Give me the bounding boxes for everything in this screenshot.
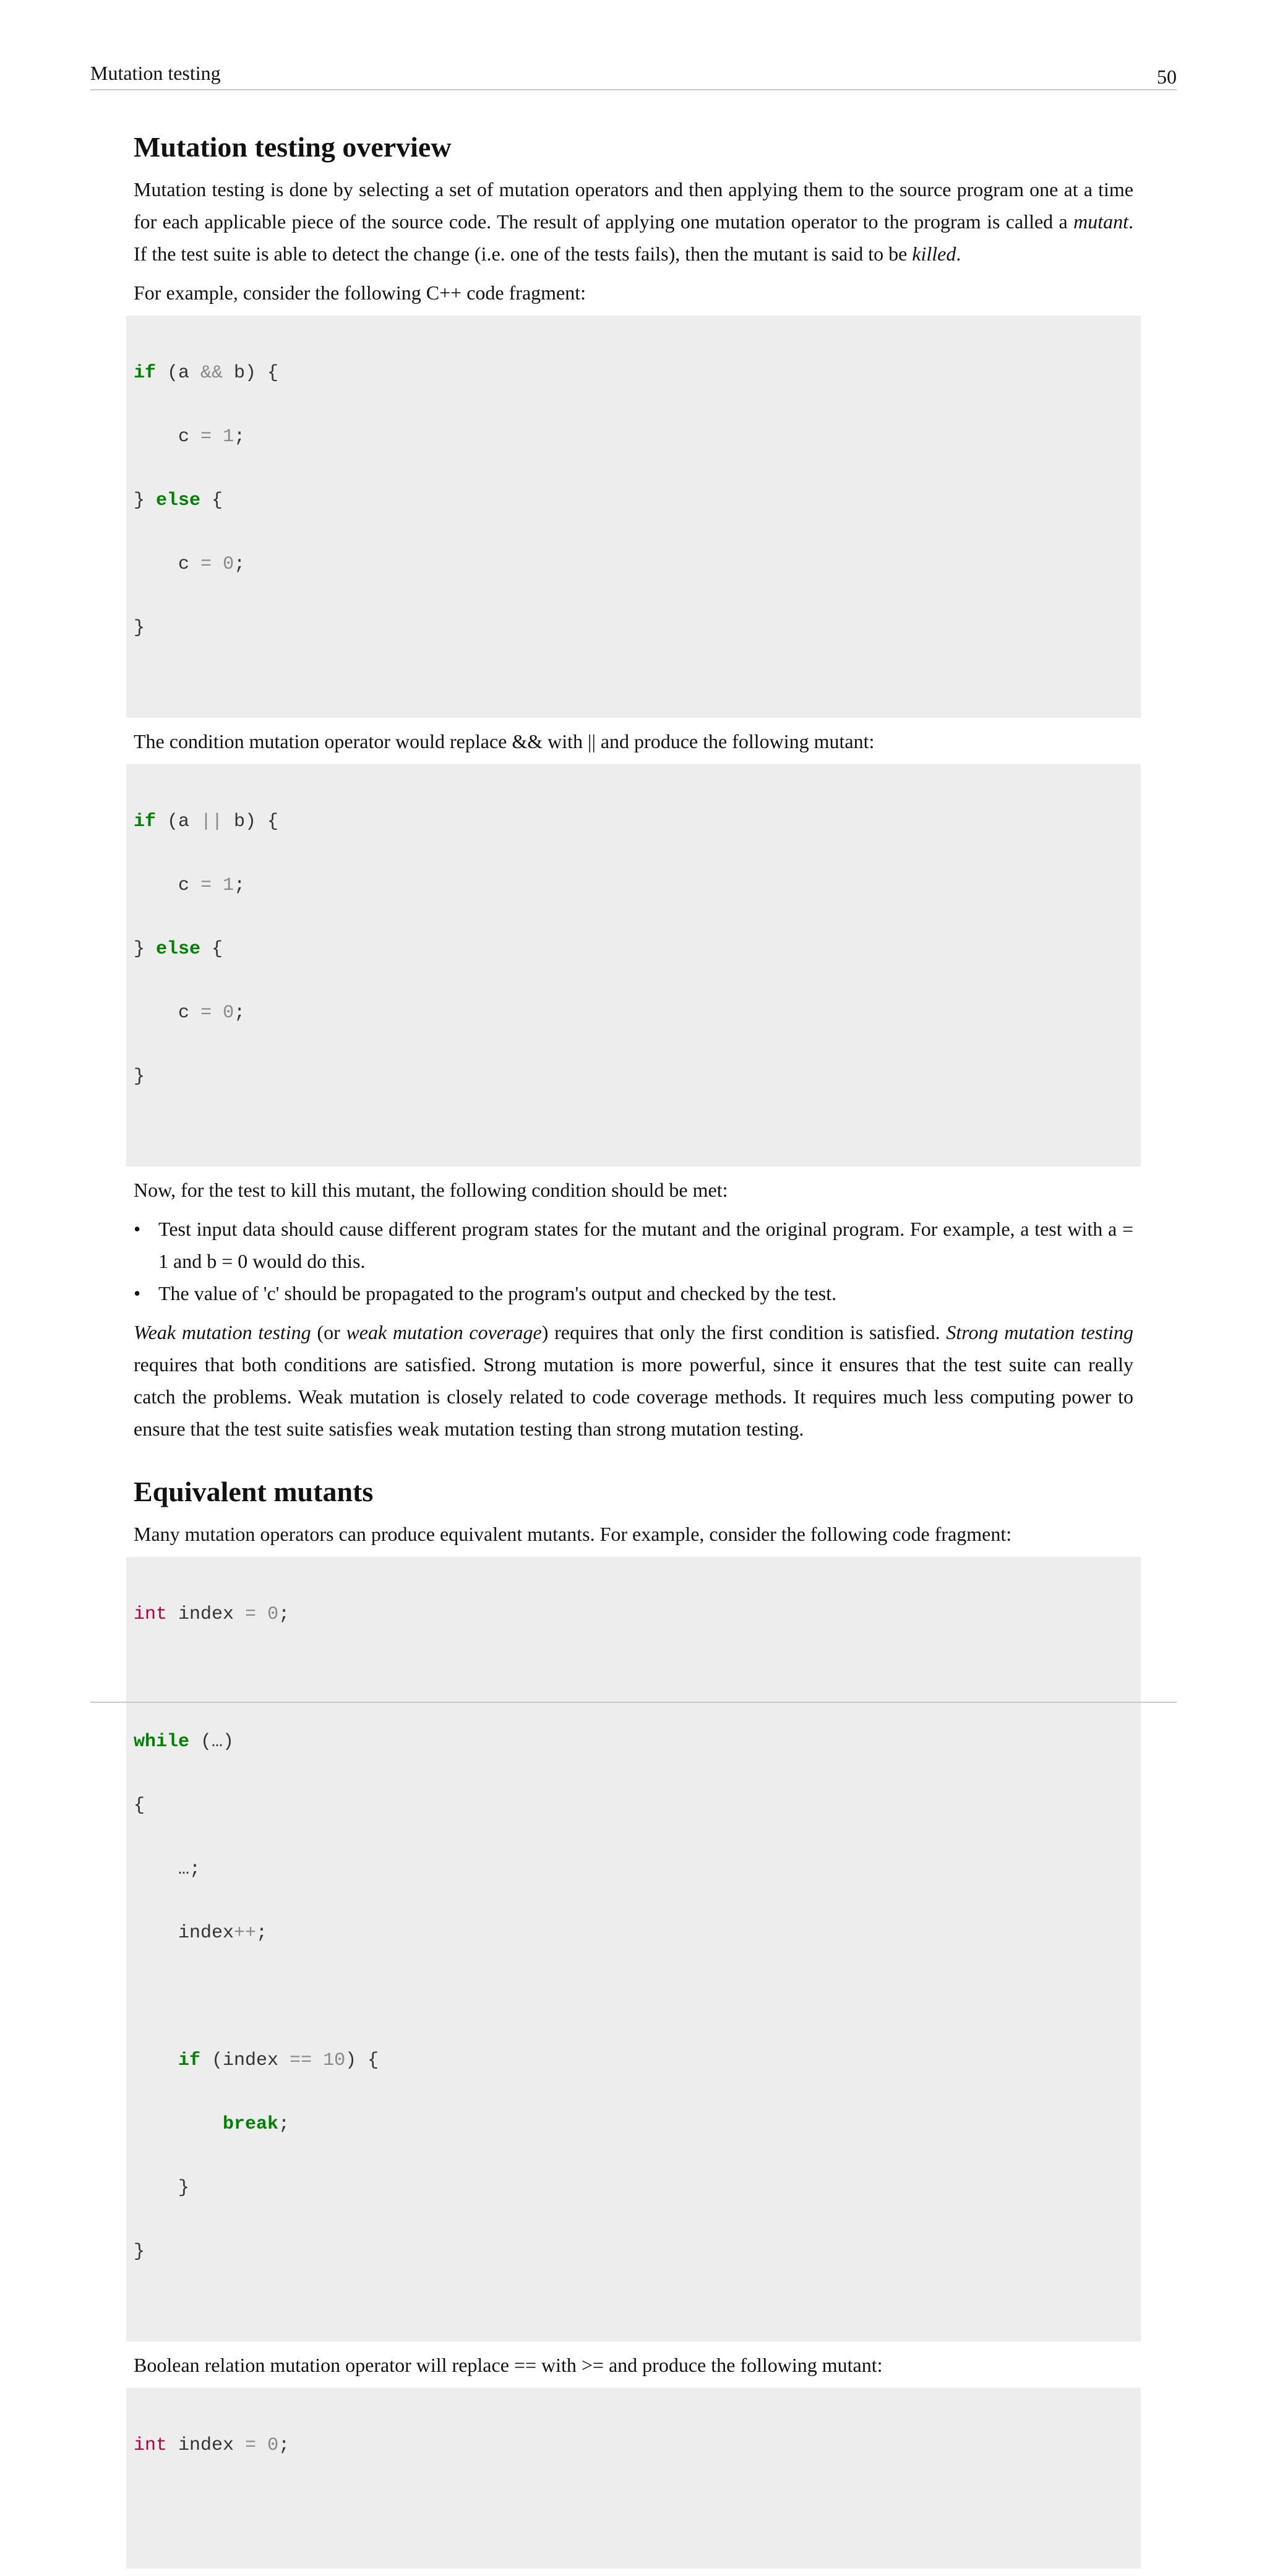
code-token: } — [134, 617, 145, 639]
code-token: 0 — [267, 2434, 279, 2456]
code-line — [134, 421, 1133, 454]
code-token: c — [178, 874, 201, 896]
code-line — [134, 2045, 1133, 2077]
code-block-original — [126, 316, 1141, 718]
header-title: Mutation testing — [90, 62, 221, 84]
code-line — [134, 1918, 1133, 1950]
operator-equals: == — [290, 2049, 312, 2071]
code-token: index — [167, 2434, 246, 2456]
kill-condition: Now, for the test to kill this mutant, the following condition should be met: — [134, 1179, 728, 1201]
keyword-if: if — [134, 362, 157, 384]
code-token: index — [167, 1603, 246, 1625]
code-line — [134, 2236, 1133, 2268]
code-token: { — [134, 1794, 145, 1816]
code-line — [134, 2109, 1133, 2141]
code-token: = — [200, 426, 212, 447]
condition-list — [134, 1213, 1133, 1309]
code-block-mutant — [126, 764, 1141, 1166]
code-block-loop — [126, 1557, 1141, 2341]
code-token: = — [200, 553, 212, 575]
code-token: 0 — [223, 553, 234, 575]
operator-or: || — [200, 811, 223, 832]
code-token: } — [178, 2177, 190, 2199]
keyword-if: if — [134, 811, 157, 832]
footer-rule — [90, 1702, 1177, 1703]
keyword-break: break — [223, 2113, 279, 2135]
term-killed: killed — [912, 243, 956, 265]
keyword-if: if — [178, 2049, 201, 2071]
code-token: ; — [278, 2434, 290, 2456]
code-token: (index — [200, 2049, 290, 2071]
example-intro: For example, consider the following C++ code fragment: — [134, 282, 586, 304]
code-token: } — [134, 938, 157, 960]
code-line — [134, 870, 1133, 902]
content — [134, 127, 1133, 2576]
overview-text-1: Mutation testing is done by selecting a set of mutation operators and then applying them to the source program one at a time for each applicable piece of the source code. The result of applying one mutation operator to the program is called a — [134, 178, 1133, 233]
code-line — [134, 2173, 1133, 2205]
code-token: } — [134, 489, 157, 511]
code-token: = — [245, 1603, 257, 1625]
page-number: 50 — [1157, 66, 1177, 88]
code-token: 0 — [223, 1002, 234, 1023]
code-line — [134, 549, 1133, 581]
bullet-icon: • — [134, 1218, 141, 1240]
code-token: ; — [278, 2113, 290, 2135]
code-token: ; — [234, 1002, 246, 1023]
term-weak-mutation: Weak mutation testing — [134, 1321, 311, 1343]
overview-text-2: . If the test suite is able to detect the change (i.e. one of the tests fails), then the mutant is said to be — [134, 210, 1133, 265]
type-int: int — [134, 2434, 168, 2456]
list-item-text: Test input data should cause different program states for the mutant and the original program. For example, a test with a = 1 and b = 0 would do this. — [158, 1218, 1133, 1272]
code-token: 10 — [323, 2049, 346, 2071]
list-item — [134, 1277, 1133, 1309]
keyword-while: while — [134, 1731, 190, 1752]
code-line — [134, 1726, 1133, 1759]
bullet-icon: • — [134, 1282, 141, 1304]
code-token: c — [178, 1002, 201, 1023]
code-token: (a — [156, 362, 201, 384]
code-token: { — [200, 938, 223, 960]
code-line — [134, 1981, 1133, 2014]
code-line — [134, 997, 1133, 1030]
code-token: index — [178, 1922, 234, 1944]
code-line — [134, 1790, 1133, 1822]
code-line — [134, 806, 1133, 838]
mutation-description: The condition mutation operator would replace && with || and produce the following mutant: — [134, 730, 875, 752]
term-weak-coverage: weak mutation coverage — [346, 1321, 542, 1343]
code-token: = — [200, 1002, 212, 1023]
keyword-else: else — [156, 489, 201, 511]
code-token: 1 — [223, 426, 234, 447]
keyword-else: else — [156, 938, 201, 960]
list-item-text: The value of 'c' should be propagated to the program's output and checked by the test. — [158, 1282, 837, 1304]
section-heading-equivalent: Equivalent mutants — [134, 1476, 374, 1507]
code-line — [134, 613, 1133, 645]
code-line — [134, 485, 1133, 517]
code-token: c — [178, 426, 201, 447]
overview-text-3: . — [956, 243, 961, 265]
code-line — [134, 1663, 1133, 1695]
code-token: } — [134, 1066, 145, 1087]
code-token: b) { — [223, 811, 279, 832]
overview-paragraph — [134, 173, 1133, 270]
running-header — [90, 59, 1177, 90]
term-strong-mutation: Strong mutation testing — [946, 1321, 1134, 1343]
code-token: ; — [234, 874, 246, 896]
section-heading-overview: Mutation testing overview — [134, 131, 452, 163]
code-block-mutant-loop — [126, 2388, 1141, 2569]
code-token: ; — [278, 1603, 290, 1625]
code-token: ; — [256, 1922, 268, 1944]
code-token: b) { — [223, 362, 279, 384]
type-int: int — [134, 1603, 168, 1625]
code-token: (…) — [189, 1731, 234, 1752]
weak-strong-paragraph — [134, 1316, 1133, 1445]
code-token: ; — [234, 553, 246, 575]
operator-and: && — [200, 362, 223, 384]
relation-description: Boolean relation mutation operator will replace == with >= and produce the following mutant: — [134, 2354, 883, 2376]
code-line — [134, 1599, 1133, 1631]
code-line — [134, 2430, 1133, 2462]
paragraph-text: ) requires that only the first condition is satisfied. — [541, 1321, 947, 1343]
code-token: = — [200, 874, 212, 896]
term-mutant: mutant — [1073, 210, 1128, 233]
code-token: 1 — [223, 874, 234, 896]
code-token: ++ — [234, 1922, 257, 1944]
code-line — [134, 358, 1133, 390]
code-token: } — [134, 2241, 145, 2262]
paragraph-text: (or — [311, 1321, 346, 1343]
code-token: = — [245, 2434, 257, 2456]
list-item — [134, 1213, 1133, 1277]
code-token: (a — [156, 811, 201, 832]
equivalent-intro: Many mutation operators can produce equivalent mutants. For example, consider the following code fragment: — [134, 1523, 1012, 1545]
code-token: { — [200, 489, 223, 511]
code-token: ; — [234, 426, 246, 447]
code-token: c — [178, 553, 201, 575]
code-token: ) { — [345, 2049, 379, 2071]
code-token: 0 — [267, 1603, 279, 1625]
code-line — [134, 1061, 1133, 1093]
code-token: …; — [178, 1858, 201, 1880]
paragraph-text: requires that both conditions are satisfied. Strong mutation is more powerful, since it ensures that the test suite can really catch the problems. Weak mutation is closely related to code coverage methods. It requires much less computing power to ensure that the test suite satisfies weak mutation testing than strong mutation testing. — [134, 1353, 1133, 1440]
code-line — [134, 1854, 1133, 1886]
code-line — [134, 934, 1133, 966]
